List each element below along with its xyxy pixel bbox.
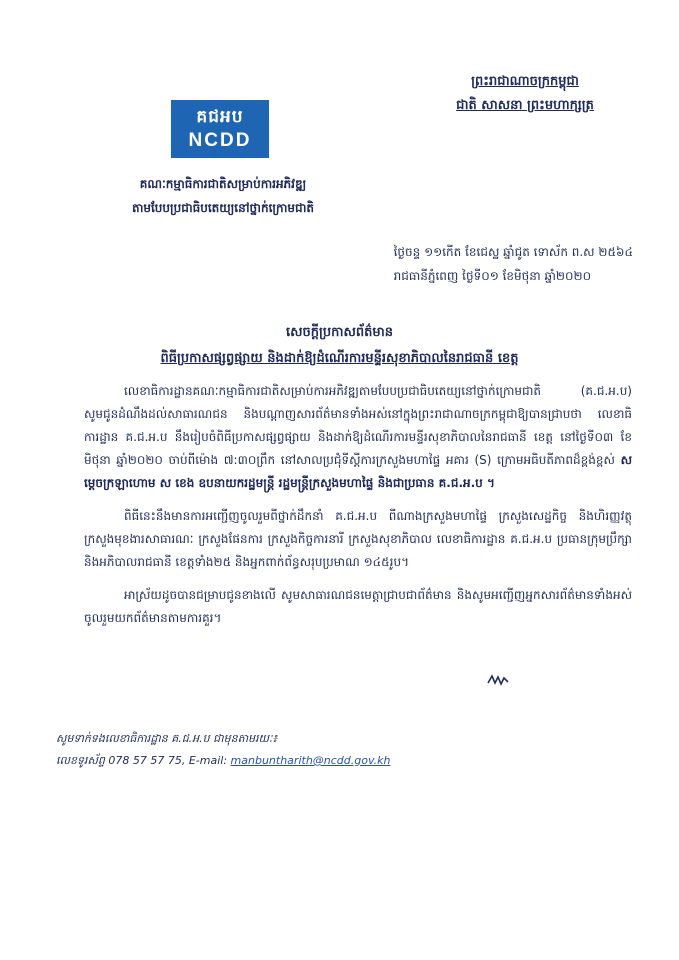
paragraph-2: ពិធីនេះនឹងមានការអញ្ជើញចូលរួមពីថ្នាក់ដឹកនាំ គ.ជ.អ.ប ពីណាងក្រសួងមហាផ្ទៃ ក្រសួងសេដ្ឋកិច្ច និងហិរញ្ញវត្ថុ ក្រសួងមុខងារសាធារណៈ ក្រសួងផែនការ ក្រសួងកិច្ចការនារី ក្រសួងសុខាភិបាល លេខាធិការដ្ឋាន គ.ជ.អ.ប ប្រធានក្រុមប្រឹក្សា និងអភិបាលរាជធានី ខេត្តទាំង២៥ និងអ្នកពាក់ព័ន្ធសរុបប្រមាណ ១៤៥រូប។	[84, 509, 632, 569]
kingdom-name: ព្រះរាជាណាចក្រកម្ពុជា	[471, 74, 579, 89]
initials-mark	[487, 673, 509, 687]
lunar-date: ថ្ងៃចន្ទ ១១កើត ខែជេស្ឋ ឆ្នាំជូត ទោស័ក ព.ស ២៥៦៤	[393, 245, 633, 259]
paragraph-3: អាស្រ័យដូចបានជម្រាបជូនខាងលើ សូមសាធារណជនមេត្តាជ្រាបជាព័ត៌មាន និងសូមអញ្ជើញអ្នកសារព័ត៌មានទាំងអស់ចូលរួមយកព័ត៌មានតាមការគួរ។	[84, 588, 632, 625]
ncdd-logo	[171, 100, 269, 158]
document-title	[50, 320, 629, 372]
organization-name	[92, 172, 354, 220]
solar-date: រាជធានីភ្នំពេញ ថ្ងៃទី០១ ខែមិថុនា ឆ្នាំ២០២០	[393, 269, 592, 283]
email-link[interactable]: manbuntharith@ncdd.gov.kh	[230, 754, 391, 767]
title-line-2: ពិធីប្រកាសផ្សព្វផ្សាយ និងដាក់ឱ្យដំណើរការមន្ទីរសុខាភិបាលនៃរាជធានី ខេត្ត	[160, 351, 519, 366]
paragraph-1-presiding-official: សម្តេចក្រឡាហោម ស ខេង ឧបនាយករដ្ឋមន្ត្រី រដ្ឋមន្ត្រីក្រសួងមហាផ្ទៃ និងជាប្រធាន គ.ជ.អ.ប ។	[84, 453, 632, 490]
title-line-1: សេចក្តីប្រកាសព័ត៌មាន	[285, 325, 394, 340]
contact-line-2	[56, 750, 626, 772]
paragraph-1-text: លេខាធិការដ្ឋានគណៈកម្មាធិការជាតិសម្រាប់ការអភិវឌ្ឍតាមបែបប្រជាធិបតេយ្យនៅថ្នាក់ក្រោមជាតិ (គ.ជ.អ.ប) សូមជូនដំណឹងដល់សាធារណជន និងបណ្តាញសារព័ត៌មានទាំងអស់នៅក្នុងព្រះរាជាណាចក្រកម្ពុជាឱ្យបានជ្រាបថា លេខាធិការដ្ឋាន គ.ជ.អ.ប នឹងរៀបចំពិធីប្រកាសផ្សព្វផ្សាយ និងដាក់ឱ្យដំណើរការមន្ទីរសុខាភិបាលនៃរាជធានី ខេត្ត នៅថ្ងៃទី០៣ ខែមិថុនា ឆ្នាំ២០២០ ចាប់ពីម៉ោង ៧:៣០ព្រឹក នៅសាលប្រជុំទីស្តីការក្រសួងមហាផ្ទៃ អគារ (S) ក្រោមអធិបតីភាពដ៏ខ្ពង់ខ្ពស់	[84, 384, 632, 467]
org-line-2: តាមបែបប្រជាធិបតេយ្យនៅថ្នាក់ក្រោមជាតិ	[131, 201, 315, 215]
logo-english-text: NCDD	[188, 130, 252, 151]
phone-label: លេខទូរស័ព្ទ	[56, 754, 109, 767]
paragraph-1	[84, 380, 632, 495]
document-body	[84, 380, 632, 640]
contact-info	[56, 728, 626, 772]
contact-line-1: សូមទាក់ទងលេខាធិការដ្ឋាន គ.ជ.អ.ប ជាមុនតាមរយៈ៖	[56, 732, 278, 745]
phone-number: 078 57 57 75	[108, 754, 182, 767]
national-motto: ជាតិ សាសនា ព្រះមហាក្សត្រ	[456, 98, 594, 113]
email-label: , E-mail:	[181, 754, 231, 767]
logo-khmer-text: គជអប	[196, 107, 244, 127]
kingdom-motto	[420, 70, 630, 118]
org-line-1: គណៈកម្មាធិការជាតិសម្រាប់ការអភិវឌ្ឍ	[139, 177, 307, 191]
document-date	[394, 240, 633, 288]
